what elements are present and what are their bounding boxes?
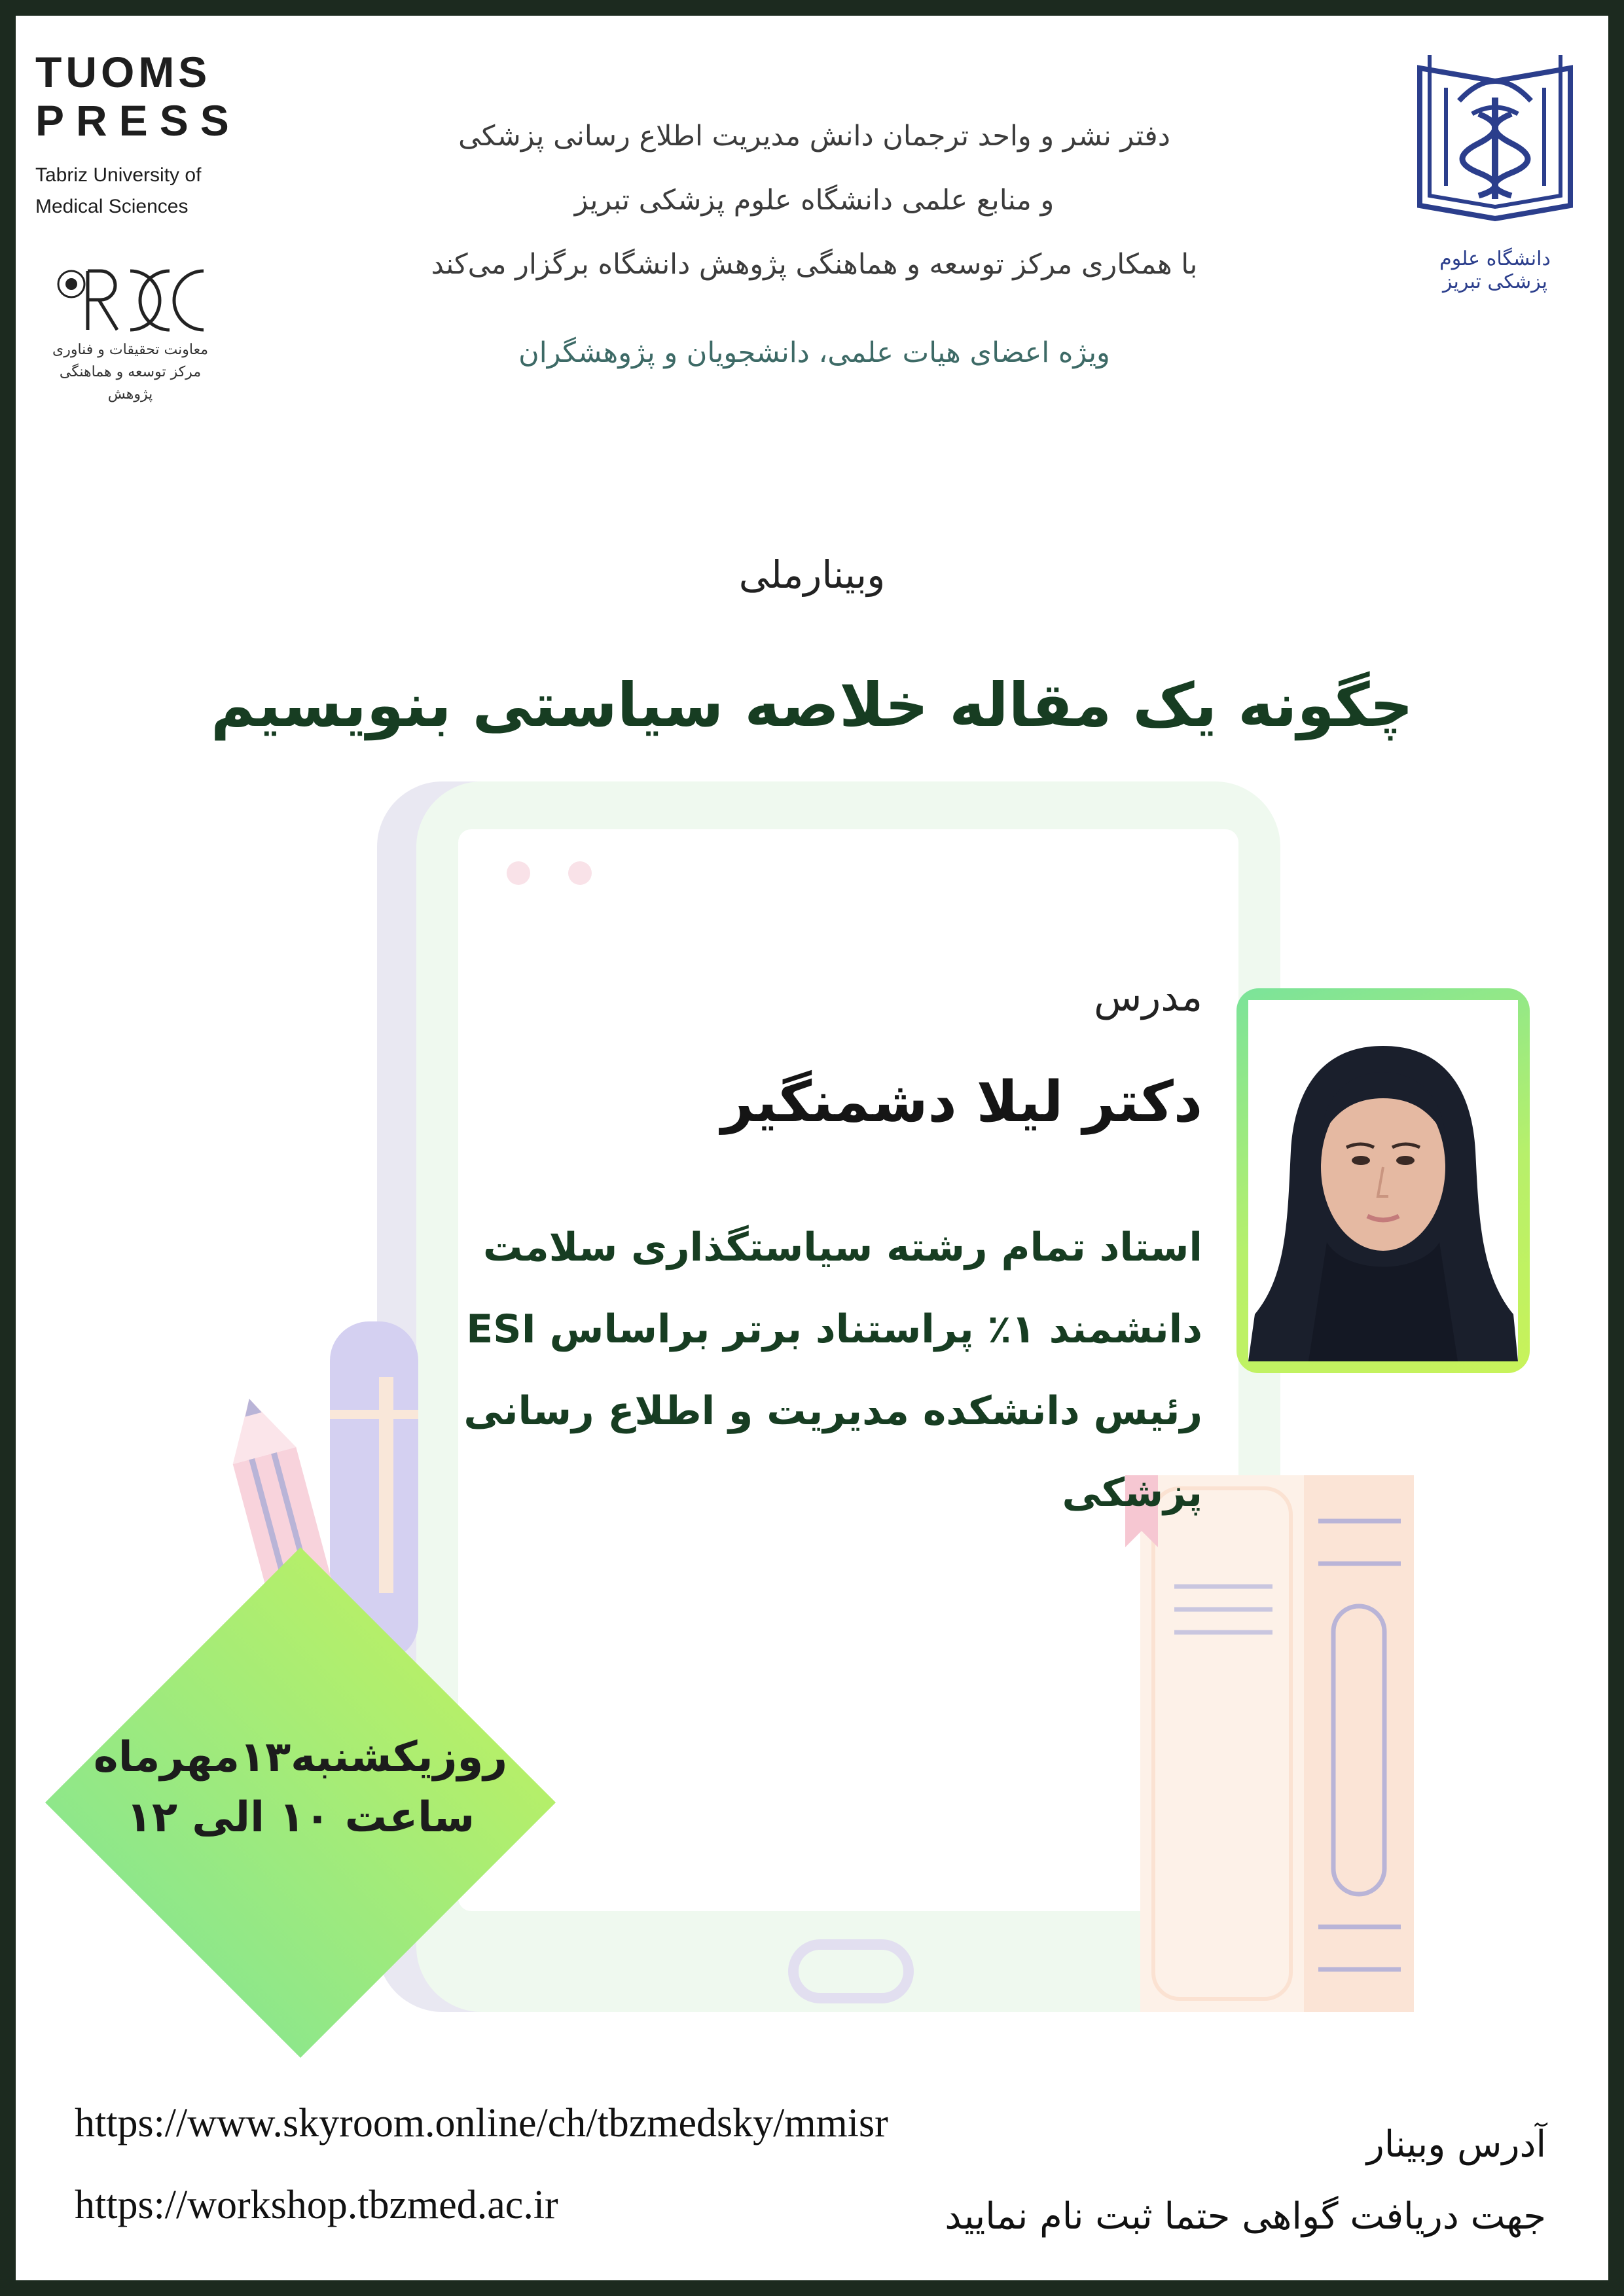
caduceus-book-icon <box>1407 35 1583 232</box>
books-icon <box>1125 1475 1414 2012</box>
lecturer-credential: دانشمند ۱٪ پراستناد برتر براساس ESI <box>466 1306 1202 1352</box>
camera-dot-icon <box>568 861 592 885</box>
organizer-statement <box>356 104 1272 296</box>
lecturer-credentials <box>352 1207 1202 1534</box>
university-logo-caption: دانشگاه علوم پزشکی تبریز <box>1439 247 1551 293</box>
publisher-name-line1: TUOMS <box>35 48 211 96</box>
lecturer-photo-frame <box>1236 988 1530 1373</box>
lecturer-credential: رئیس دانشکده مدیریت و اطلاع رسانی پزشکی <box>463 1388 1202 1516</box>
organizer-line: و منابع علمی دانشگاه علوم پزشکی تبریز <box>574 184 1055 217</box>
poster <box>16 16 1608 2280</box>
tuoms-press-logo <box>35 48 251 223</box>
event-time: ساعت ۱۰ الی ۱۲ <box>126 1793 475 1842</box>
lecturer-name: دکتر لیلا دشمنگیر <box>721 1069 1202 1135</box>
audience-note: ویژه اعضای هیات علمی، دانشجویان و پژوهشگران <box>518 336 1110 369</box>
tabriz-university-logo <box>1407 35 1583 293</box>
organizer-line: دفتر نشر و واحد ترجمان دانش مدیریت اطلاع رسانی پزشکی <box>458 120 1170 152</box>
publisher-name-line2: PRESS <box>35 96 241 145</box>
lecturer-credential: استاد تمام رشته سیاستگذاری سلامت <box>482 1225 1202 1270</box>
lecturer-photo <box>1248 1000 1518 1361</box>
publisher-university-line1: Tabriz University of <box>35 164 202 186</box>
lecturer-label: مدرس <box>1094 975 1202 1020</box>
event-schedule <box>45 1727 556 1848</box>
camera-dot-icon <box>507 861 530 885</box>
rdcc-logo <box>52 264 222 428</box>
workshop-link[interactable]: https://workshop.tbzmed.ac.ir <box>75 2183 558 2227</box>
event-title: چگونه یک مقاله خلاصه سیاستی بنویسیم <box>211 670 1413 740</box>
event-day: روزیکشنبه۱۳مهرماه <box>93 1733 508 1782</box>
rdcc-mark-icon <box>52 264 209 336</box>
webinar-address-label: آدرس وبینار <box>1366 2123 1546 2166</box>
rdcc-caption-line2: مرکز توسعه و هماهنگی پژوهش <box>59 364 202 403</box>
webinar-link[interactable]: https://www.skyroom.online/ch/tbzmedsky/mmisr <box>75 2101 888 2145</box>
event-type: وبینارملی <box>738 552 886 597</box>
portrait-icon <box>1248 1000 1518 1361</box>
rdcc-caption-line1: معاونت تحقیقات و فناوری <box>52 342 208 358</box>
certificate-note: جهت دریافت گواهی حتما ثبت نام نمایید <box>945 2195 1546 2238</box>
publisher-university-line2: Medical Sciences <box>35 196 189 217</box>
organizer-line: با همکاری مرکز توسعه و هماهنگی پژوهش دانشگاه برگزار می‌کند <box>431 248 1198 281</box>
